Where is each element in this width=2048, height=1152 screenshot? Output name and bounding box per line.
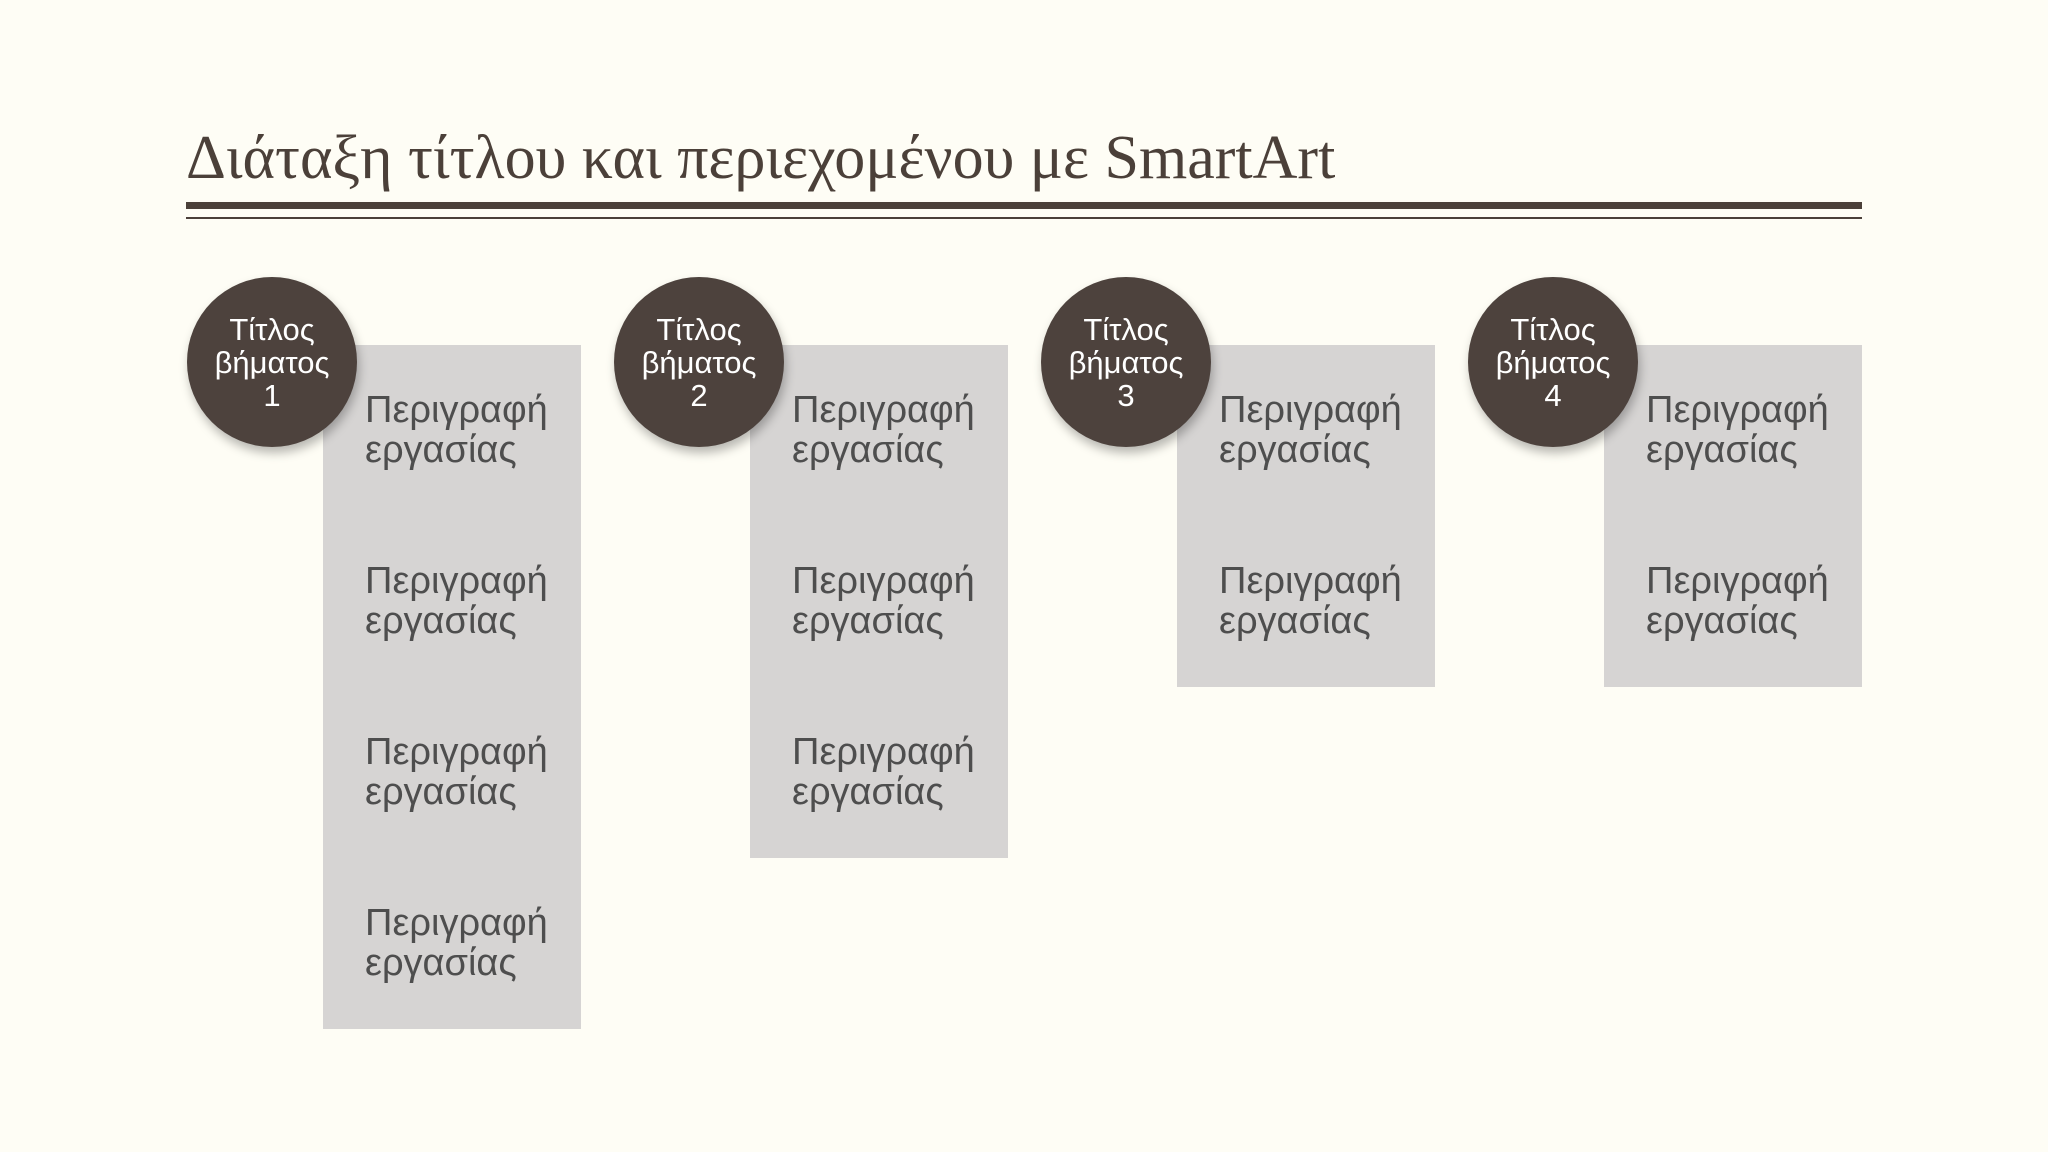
slide-title: Διάταξη τίτλου και περιεχομένου με SmartArt [186,124,1336,192]
step-number: 1 [263,377,281,413]
task-description-line2: εργασίας [1219,429,1371,471]
step-2-task-1 [792,390,1012,470]
step-title-line2: βήματος [641,344,757,380]
step-1-task-1 [365,390,585,470]
step-title-line1: Τίτλος [229,311,315,347]
step-2-task-3 [792,732,1012,812]
task-description-line1: Περιγραφή [792,731,975,773]
step-number: 3 [1117,377,1135,413]
step-title-line2: βήματος [214,344,330,380]
step-title-line1: Τίτλος [656,311,742,347]
step-1-task-4 [365,903,585,983]
task-description-line2: εργασίας [1646,429,1798,471]
task-description-line1: Περιγραφή [1219,560,1402,602]
step-title-line2: βήματος [1068,344,1184,380]
step-4-task-2 [1646,561,1866,641]
title-rule-thin [186,217,1862,219]
title-rule-thick [186,202,1862,209]
step-3-task-1 [1219,390,1439,470]
step-1-task-3 [365,732,585,812]
step-title-line1: Τίτλος [1510,311,1596,347]
task-description-line2: εργασίας [792,600,944,642]
task-description-line2: εργασίας [792,771,944,813]
task-description-line1: Περιγραφή [365,731,548,773]
task-description-line1: Περιγραφή [1646,389,1829,431]
task-description-line1: Περιγραφή [792,389,975,431]
task-description-line1: Περιγραφή [1646,560,1829,602]
step-1-task-2 [365,561,585,641]
step-3-title-circle [1041,277,1211,447]
step-2-title-circle [614,277,784,447]
step-2-task-2 [792,561,1012,641]
step-3-task-2 [1219,561,1439,641]
step-number: 2 [690,377,708,413]
step-number: 4 [1544,377,1562,413]
task-description-line1: Περιγραφή [365,389,548,431]
task-description-line2: εργασίας [365,771,517,813]
task-description-line2: εργασίας [792,429,944,471]
step-4-task-1 [1646,390,1866,470]
step-4-title-circle [1468,277,1638,447]
step-1-title-circle [187,277,357,447]
task-description-line2: εργασίας [1219,600,1371,642]
task-description-line2: εργασίας [365,600,517,642]
task-description-line1: Περιγραφή [365,902,548,944]
task-description-line2: εργασίας [1646,600,1798,642]
task-description-line1: Περιγραφή [1219,389,1402,431]
step-title-line2: βήματος [1495,344,1611,380]
task-description-line1: Περιγραφή [792,560,975,602]
task-description-line1: Περιγραφή [365,560,548,602]
step-title-line1: Τίτλος [1083,311,1169,347]
task-description-line2: εργασίας [365,429,517,471]
task-description-line2: εργασίας [365,942,517,984]
